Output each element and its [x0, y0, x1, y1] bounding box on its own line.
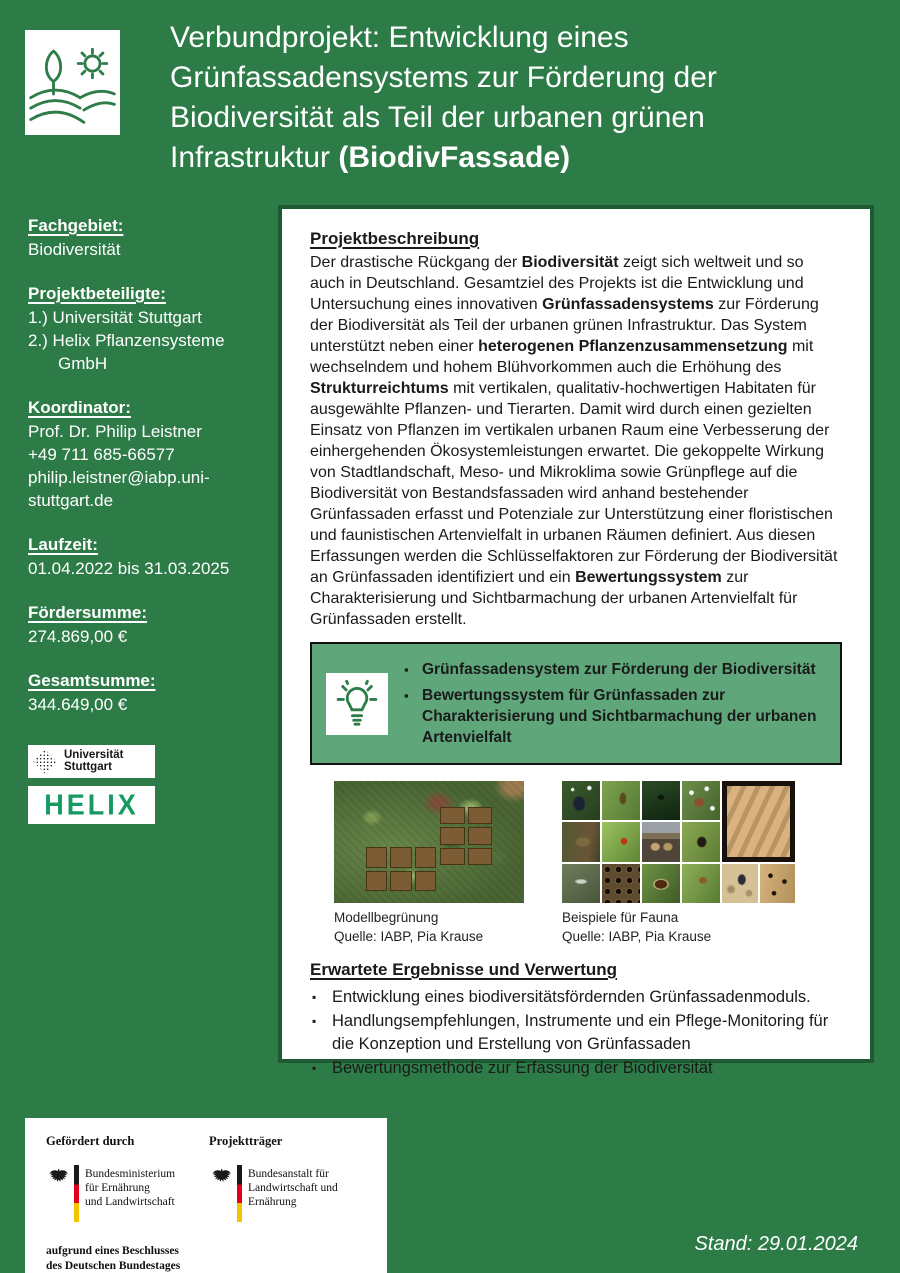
section-text: GmbH: [58, 354, 108, 373]
caption-source: Quelle: IABP, Pia Krause: [562, 929, 712, 944]
traeger-label: Projektträger: [209, 1134, 283, 1148]
project-logo: [25, 30, 120, 135]
result-bullet: ▪ Bewertungsmethode zur Erfassung der Biodiversität: [310, 1057, 842, 1080]
section-label: Koordinator:: [28, 398, 131, 417]
sidebar-section-foerdersumme: [28, 601, 276, 648]
figure-modellbegruenung: [334, 781, 524, 946]
project-description-text: Der drastische Rückgang der Biodiversität zeigt sich weltweit und so auch in Deutschland. Gesamtziel des Projekts ist die Entwicklung und Untersuchung eines innovativen Grünfassadensystems zur Förderung der Biodiversität als Teil der urbanen grünen Infrastruktur. Das System unterstützt neben einer heterogenen Pflanzenzusammensetzung mit wechselndem und hohem Blühvorkommen auch die Erhöhung des Strukturreichtums mit vertikalen, qualitativ-hochwertigen Habitaten für ausgewählte Pflanzen- und Tierarten. Damit wird durch einen gezielten Einsatz von Pflanzen im vertikalen urbanen Raum eine Verbesserung der einhergehenden Ökosystemleistungen erwartet. Die gekoppelte Wirkung von Stadtlandschaft, Meso- und Mikroklima sowie Grünpflege auf die Biodiversität von Bestandsfassaden wird anhand bestehender Grünfassaden erfasst und Potenziale zur Unterstützung einer floristischen und faunistischen Artenvielfalt in urbanen Räumen definiert. Aus diesen Erfassungen werden die Schlüsselfaktoren zur Förderung der Biodiversität an Grünfassaden identifiziert und ein Bewertungssystem zur Charakterisierung und Sichtbarmachung der urbanen Artenvielfalt für Grünfassaden erstellt.: [310, 254, 838, 628]
section-text: 274.869,00 €: [28, 627, 128, 646]
german-flag-stripe: [74, 1165, 79, 1222]
bmel-name: Bundesministerium für Ernährung und Landwirtschaft: [85, 1168, 176, 1208]
uni-stuttgart-logo-text: Universität Stuttgart: [64, 749, 124, 773]
section-label: Gesamtsumme:: [28, 671, 156, 690]
section-label: Fördersumme:: [28, 603, 148, 622]
expected-results-section: [310, 960, 842, 1080]
funded-by-label: Gefördert durch: [46, 1134, 135, 1148]
highlight-bullet: ▪ Grünfassadensystem zur Förderung der Biodiversität: [404, 659, 826, 680]
project-description-heading: Projektbeschreibung: [310, 229, 480, 248]
sidebar-section-projektbeteiligte: [28, 282, 276, 375]
figure-caption: [334, 908, 524, 946]
caption-title: Modellbegrünung: [334, 910, 439, 925]
federal-eagle-icon: [209, 1167, 235, 1191]
main-panel: [278, 205, 874, 1077]
expected-results-heading: Erwartete Ergebnisse und Verwertung: [310, 960, 618, 979]
uni-stuttgart-logo: [28, 745, 155, 778]
funding-box: [25, 1118, 387, 1273]
page-title: [170, 18, 830, 178]
coordinator-email: philip.leistner@iabp.uni-stuttgart.de: [28, 468, 210, 510]
bmel-logo: [46, 1165, 209, 1222]
helix-logo-text: HELIX: [44, 788, 139, 821]
section-text: 344.649,00 €: [28, 695, 128, 714]
sidebar-section-koordinator: [28, 396, 276, 512]
section-text: Biodiversität: [28, 240, 121, 259]
insect-hotel-boxes: [440, 807, 492, 865]
helix-logo: [28, 786, 155, 824]
model-greening-photo: [334, 781, 524, 903]
lightbulb-icon: [326, 673, 388, 735]
result-bullet: ▪ Entwicklung eines biodiversitätsfördernden Grünfassadenmoduls.: [310, 986, 842, 1009]
section-label: Laufzeit:: [28, 535, 98, 554]
sidebar: [28, 214, 276, 737]
ble-logo: [209, 1165, 387, 1222]
uni-stuttgart-dot-icon: [32, 750, 58, 774]
sidebar-section-laufzeit: [28, 533, 276, 580]
sidebar-section-fachgebiet: [28, 214, 276, 261]
insect-hotel-boxes: [366, 847, 436, 891]
sidebar-section-gesamtsumme: [28, 669, 276, 716]
section-label: Fachgebiet:: [28, 216, 124, 235]
fauna-collage-photo: [562, 781, 795, 903]
caption-title: Beispiele für Fauna: [562, 910, 679, 925]
result-bullet: ▪ Handlungsempfehlungen, Instrumente und ein Pflege-Monitoring für die Konzeption und Erstellung von Grünfassaden: [310, 1010, 842, 1056]
federal-eagle-icon: [46, 1167, 72, 1191]
coordinator-phone: +49 711 685-66577: [28, 445, 175, 464]
tree-sun-field-icon: [25, 30, 120, 135]
german-flag-stripe: [237, 1165, 242, 1222]
bundestag-note: aufgrund eines Beschlusses des Deutschen Bundestages: [46, 1245, 181, 1272]
section-text: 01.04.2022 bis 31.03.2025: [28, 559, 230, 578]
figure-caption: [562, 908, 795, 946]
highlight-bullet-list: [404, 654, 826, 753]
title-text: Verbundprojekt: Entwicklung eines Grünfassadensystems zur Förderung der Biodiversität als Teil der urbanen grünen Infrastruktur: [170, 21, 717, 174]
caption-source: Quelle: IABP, Pia Krause: [334, 929, 484, 944]
coordinator-name: Prof. Dr. Philip Leistner: [28, 422, 202, 441]
section-text: 2.) Helix Pflanzensysteme: [28, 331, 225, 350]
figure-fauna: [562, 781, 795, 946]
section-text: 1.) Universität Stuttgart: [28, 308, 202, 327]
highlight-box: [310, 642, 842, 765]
section-label: Projektbeteiligte:: [28, 284, 166, 303]
date-stamp: Stand: 29.01.2024: [694, 1233, 858, 1255]
highlight-bullet: ▪ Bewertungssystem für Grünfassaden zur Charakterisierung und Sichtbarmachung der urbanen Artenvielfalt: [404, 685, 826, 748]
title-acronym: (BiodivFassade): [338, 141, 571, 174]
ble-name: Bundesanstalt für Landwirtschaft und Ernährung: [248, 1168, 338, 1208]
figure-row: [334, 781, 842, 946]
